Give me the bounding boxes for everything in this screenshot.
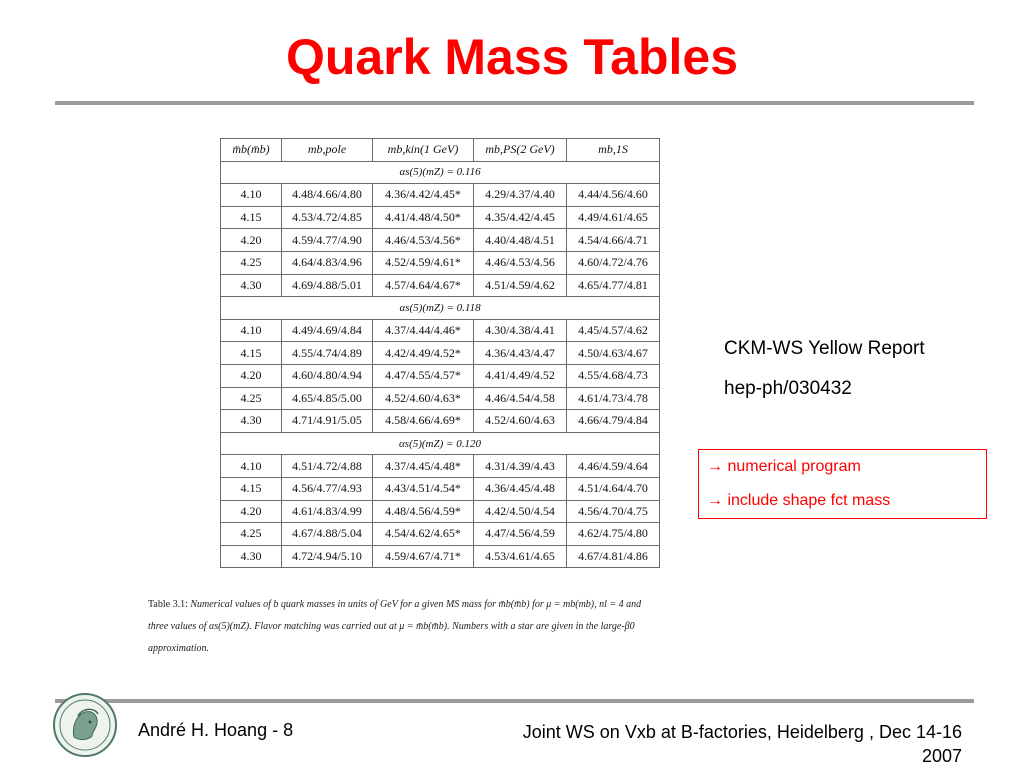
table-cell: 4.48/4.56/4.59* [373,500,474,523]
note-shape-function-mass: → include shape fct mass [707,492,891,509]
table-row [221,206,660,229]
table-header-cell: m̄b(m̄b) [221,139,282,162]
table-cell: 4.46/4.59/4.64 [567,455,660,478]
table-cell: 4.51/4.59/4.62 [474,274,567,297]
slide-title: Quark Mass Tables [285,29,739,85]
caption-line-3: approximation. [148,643,210,654]
table-cell: 4.59/4.67/4.71* [373,545,474,568]
table-cell: 4.36/4.42/4.45* [373,184,474,207]
table-row [221,274,660,297]
table-header-cell: mb,kin(1 GeV) [373,139,474,162]
table-cell: 4.47/4.55/4.57* [373,364,474,387]
footer-author: André H. Hoang - 8 [138,720,294,740]
table-cell: 4.15 [221,342,282,365]
table-cell: 4.67/4.88/5.04 [282,523,373,546]
table-header-cell: mb,1S [567,139,660,162]
table-cell: 4.42/4.49/4.52* [373,342,474,365]
table-cell: 4.30 [221,545,282,568]
table-cell: 4.25 [221,523,282,546]
table-cell: 4.31/4.39/4.43 [474,455,567,478]
table-cell: 4.30 [221,410,282,433]
table-cell: 4.54/4.66/4.71 [567,229,660,252]
table-cell: 4.25 [221,387,282,410]
table-cell: 4.65/4.77/4.81 [567,274,660,297]
footer-event [470,720,962,768]
table-row [221,545,660,568]
table-cell: 4.62/4.75/4.80 [567,523,660,546]
reference-title: CKM-WS Yellow Report [724,338,925,359]
table-header-cell: mb,PS(2 GeV) [474,139,567,162]
table-cell: 4.43/4.51/4.54* [373,477,474,500]
footer-divider [55,699,974,703]
notes-box [698,449,987,519]
table-cell: 4.66/4.79/4.84 [567,410,660,433]
table-row [221,251,660,274]
table-cell: 4.15 [221,477,282,500]
table-cell: 4.65/4.85/5.00 [282,387,373,410]
note-numerical-program: → numerical program [707,458,861,475]
table-cell: 4.49/4.61/4.65 [567,206,660,229]
table-cell: 4.10 [221,319,282,342]
table-cell: 4.71/4.91/5.05 [282,410,373,433]
table-cell: 4.29/4.37/4.40 [474,184,567,207]
table-cell: 4.37/4.44/4.46* [373,319,474,342]
table-cell: 4.30 [221,274,282,297]
table-cell: 4.10 [221,184,282,207]
caption-line-2: three values of αs(5)(mZ). Flavor matching was carried out at μ = m̄b(m̄b). Numbers with a star are given in the large-β0 [148,621,635,632]
table-section-row [221,432,660,455]
table-cell: 4.20 [221,229,282,252]
table-cell: 4.44/4.56/4.60 [567,184,660,207]
table-row [221,477,660,500]
table-cell: 4.49/4.69/4.84 [282,319,373,342]
alpha-s-section-label: αs(5)(mZ) = 0.120 [221,432,660,455]
table-row [221,500,660,523]
table-header-row [221,139,660,162]
table-cell: 4.20 [221,500,282,523]
quark-mass-table [220,138,660,568]
table-cell: 4.36/4.43/4.47 [474,342,567,365]
table-cell: 4.53/4.61/4.65 [474,545,567,568]
table-cell: 4.47/4.56/4.59 [474,523,567,546]
table-cell: 4.52/4.60/4.63 [474,410,567,433]
footer-event-line-2: 2007 [921,746,962,766]
caption-lead: Table 3.1: [148,599,188,610]
table-cell: 4.52/4.60/4.63* [373,387,474,410]
table-cell: 4.41/4.49/4.52 [474,364,567,387]
table-cell: 4.15 [221,206,282,229]
table-cell: 4.48/4.66/4.80 [282,184,373,207]
table-cell: 4.46/4.54/4.58 [474,387,567,410]
title-divider [55,101,974,105]
table-cell: 4.61/4.73/4.78 [567,387,660,410]
table-cell: 4.45/4.57/4.62 [567,319,660,342]
table-row [221,184,660,207]
table-cell: 4.36/4.45/4.48 [474,477,567,500]
table-row [221,364,660,387]
table-cell: 4.46/4.53/4.56 [474,251,567,274]
table-cell: 4.67/4.81/4.86 [567,545,660,568]
table-cell: 4.46/4.53/4.56* [373,229,474,252]
table-cell: 4.56/4.77/4.93 [282,477,373,500]
alpha-s-section-label: αs(5)(mZ) = 0.118 [221,297,660,320]
table-cell: 4.59/4.77/4.90 [282,229,373,252]
table-cell: 4.41/4.48/4.50* [373,206,474,229]
table-cell: 4.55/4.74/4.89 [282,342,373,365]
table-cell: 4.35/4.42/4.45 [474,206,567,229]
table-cell: 4.57/4.64/4.67* [373,274,474,297]
table-cell: 4.60/4.80/4.94 [282,364,373,387]
table-row [221,410,660,433]
table-row [221,319,660,342]
table-cell: 4.30/4.38/4.41 [474,319,567,342]
table-cell: 4.52/4.59/4.61* [373,251,474,274]
table-cell: 4.64/4.83/4.96 [282,251,373,274]
table-section-row [221,297,660,320]
table-cell: 4.20 [221,364,282,387]
table-cell: 4.58/4.66/4.69* [373,410,474,433]
table-row [221,387,660,410]
table-cell: 4.54/4.62/4.65* [373,523,474,546]
max-planck-logo-icon [52,692,118,758]
table-section-row [221,161,660,184]
table-cell: 4.60/4.72/4.76 [567,251,660,274]
table-header-cell: mb,pole [282,139,373,162]
table-row [221,523,660,546]
reference-id: hep-ph/030432 [724,378,852,399]
caption-text: Numerical values of b quark masses in units of GeV for a given MS mass for m̄b(m̄b) for μ = mb(mb), nl = 4 and [190,599,642,610]
caption-line-1 [148,594,748,616]
table-cell: 4.55/4.68/4.73 [567,364,660,387]
table-row [221,342,660,365]
table-cell: 4.37/4.45/4.48* [373,455,474,478]
table-cell: 4.72/4.94/5.10 [282,545,373,568]
alpha-s-section-label: αs(5)(mZ) = 0.116 [221,161,660,184]
table-cell: 4.53/4.72/4.85 [282,206,373,229]
table-cell: 4.25 [221,251,282,274]
table-cell: 4.10 [221,455,282,478]
table-row [221,455,660,478]
table-cell: 4.51/4.72/4.88 [282,455,373,478]
table-row [221,229,660,252]
table-cell: 4.51/4.64/4.70 [567,477,660,500]
table-cell: 4.56/4.70/4.75 [567,500,660,523]
table-caption [148,594,748,660]
table-cell: 4.69/4.88/5.01 [282,274,373,297]
table-cell: 4.61/4.83/4.99 [282,500,373,523]
table-cell: 4.50/4.63/4.67 [567,342,660,365]
footer-event-line-1: Joint WS on Vxb at B-factories, Heidelberg , Dec 14-16 [522,722,962,742]
table-cell: 4.40/4.48/4.51 [474,229,567,252]
table-cell: 4.42/4.50/4.54 [474,500,567,523]
